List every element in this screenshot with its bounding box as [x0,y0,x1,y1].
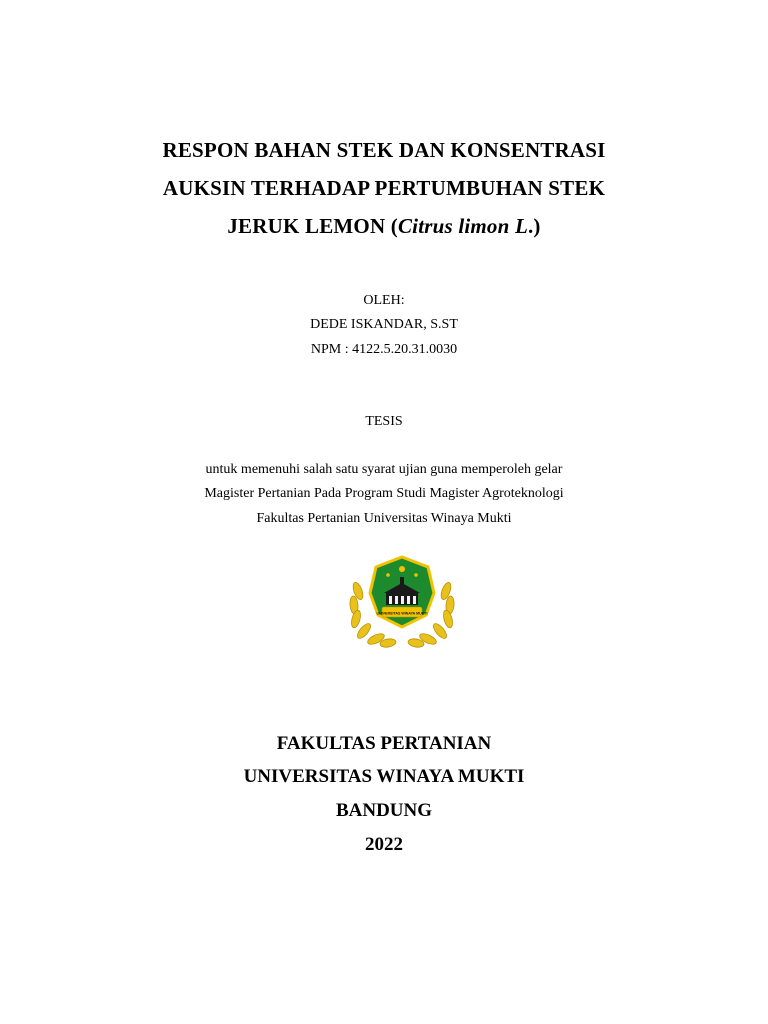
document-type: TESIS [365,414,403,429]
emblem-text: UNIVERSITAS WINAYA MUKTI [376,611,428,616]
purpose-line-3: Fakultas Pertanian Universitas Winaya Mukti [256,511,512,526]
title-line-3-prefix: JERUK LEMON ( [227,214,398,238]
title-line-3 [0,214,768,239]
by-label: OLEH: [363,293,405,308]
university-name: UNIVERSITAS WINAYA MUKTI [243,766,525,787]
city-name: BANDUNG [335,800,433,821]
author-npm: NPM : 4122.5.20.31.0030 [310,342,458,357]
year: 2022 [365,834,403,855]
title-line-2: AUKSIN TERHADAP PERTUMBUHAN STEK [162,176,606,200]
title-line-1: RESPON BAHAN STEK DAN KONSENTRASI [162,138,606,162]
purpose-line-1: untuk memenuhi salah satu syarat ujian guna memperoleh gelar [205,462,563,477]
purpose-line-2: Magister Pertanian Pada Program Studi Magister Agroteknologi [204,486,564,501]
title-line-3-suffix: .) [527,214,541,238]
author-name: DEDE ISKANDAR, S.ST [310,317,458,332]
species-name: Citrus limon L [397,214,528,238]
faculty-name: FAKULTAS PERTANIAN [276,733,492,754]
university-emblem-icon [344,553,460,649]
